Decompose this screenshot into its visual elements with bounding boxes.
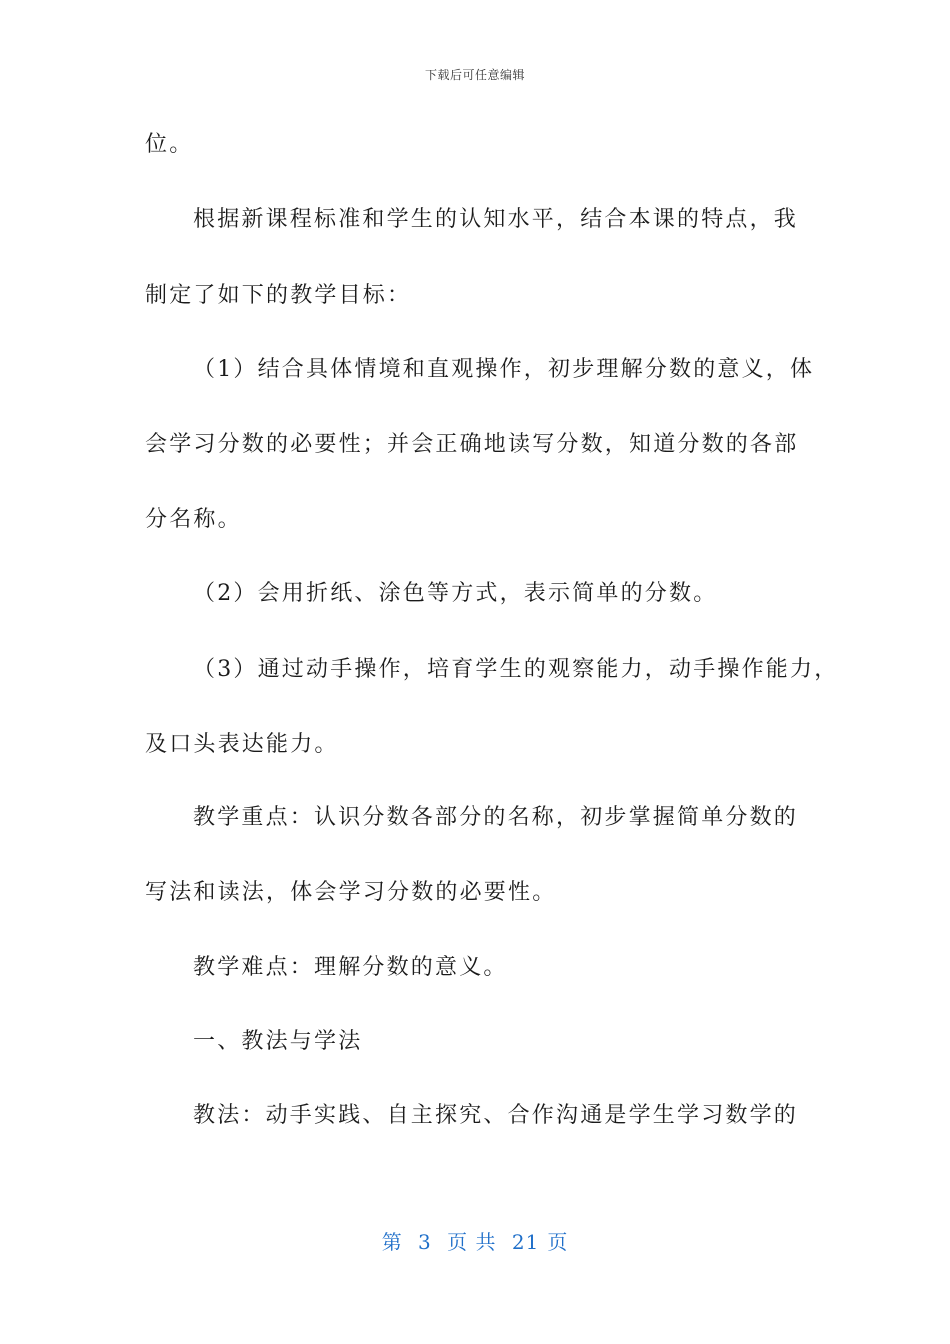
page-footer: [0, 1226, 950, 1255]
text-line: （1）结合具体情境和直观操作，初步理解分数的意义，体: [193, 357, 815, 382]
total-pages-number: 21: [511, 1230, 540, 1254]
text-line: 分名称。: [145, 507, 242, 532]
page-header: 下载后可任意编辑: [424, 68, 525, 82]
text-line: （2）会用折纸、涂色等方式，表示简单的分数。: [193, 581, 718, 606]
text-line: 制定了如下的教学目标：: [145, 283, 412, 308]
text-line: 会学习分数的必要性；并会正确地读写分数，知道分数的各部: [145, 432, 799, 457]
text-line: 及口头表达能力。: [145, 732, 339, 757]
text-line: 一、教法与学法: [193, 1029, 363, 1054]
text-line: 根据新课程标准和学生的认知水平，结合本课的特点，我: [193, 207, 799, 232]
current-page-number: 3: [418, 1230, 432, 1254]
footer-suffix: 页: [547, 1230, 569, 1254]
footer-middle: 页 共: [447, 1230, 497, 1254]
text-line: 教学重点：认识分数各部分的名称，初步掌握简单分数的: [193, 805, 799, 830]
text-line: （3）通过动手操作，培育学生的观察能力，动手操作能力，: [193, 657, 839, 682]
text-line: 教法：动手实践、自主探究、合作沟通是学生学习数学的: [193, 1103, 799, 1128]
footer-prefix: 第: [381, 1230, 403, 1254]
text-line: 位。: [145, 132, 194, 157]
text-line: 写法和读法，体会学习分数的必要性。: [145, 880, 557, 905]
text-line: 教学难点：理解分数的意义。: [193, 955, 508, 980]
